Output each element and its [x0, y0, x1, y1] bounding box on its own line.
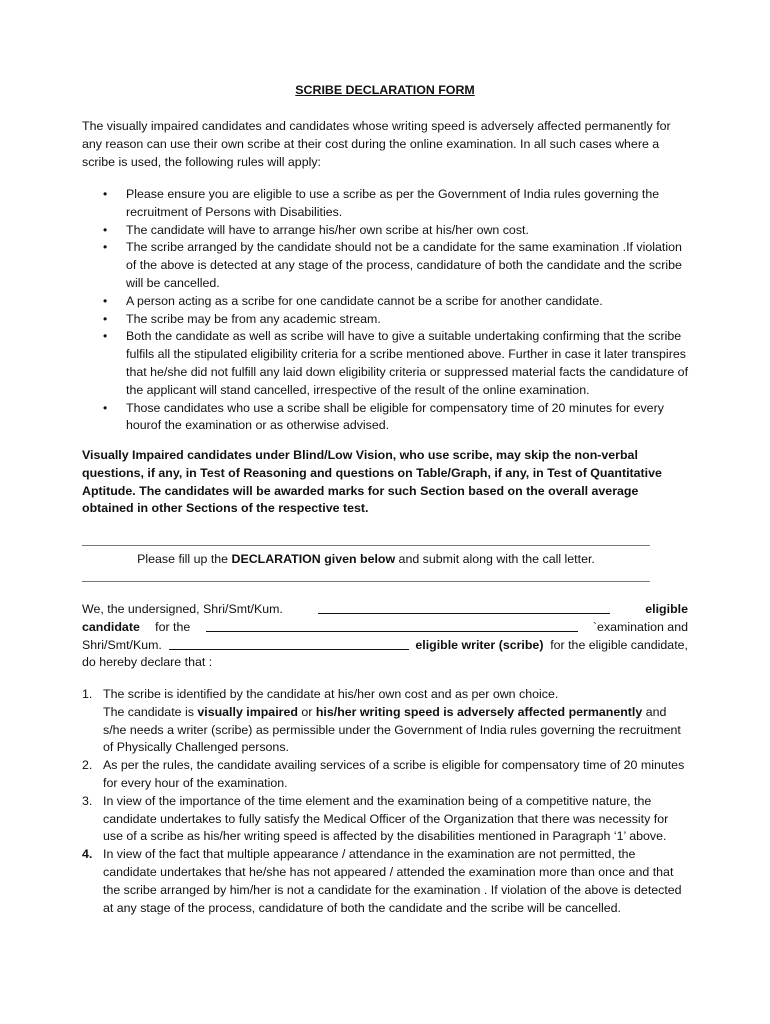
declaration-text: We, the undersigned, Shri/Smt/Kum.: [82, 602, 283, 616]
declaration-text: Shri/Smt/Kum.: [82, 637, 162, 652]
rule-item: [82, 239, 688, 292]
declaration-block: [82, 601, 688, 672]
rule-item: [82, 311, 688, 329]
fill-instruction-text: Please fill up the: [137, 552, 232, 566]
declaration-line: [82, 601, 688, 619]
rule-item: [82, 222, 688, 240]
declaration-text: for the eligible candidate,: [550, 637, 688, 652]
declaration-line: [82, 637, 688, 655]
bullet-icon: •: [103, 187, 108, 201]
examination-name-field[interactable]: [206, 619, 578, 632]
rule-text: A person acting as a scribe for one candidate cannot be a scribe for another candidate.: [126, 293, 603, 308]
rule-text: Both the candidate as well as scribe will have to give a suitable undertaking confirming that the scribe fulfils all the stipulated eligibility criteria for a scribe mentioned above. Further in case it later transpires that he/she did not fulfill any laid down eligibility criteria or suppressed material facts the candidature of the applicant will stand cancelled, irrespective of the result of the online examination.: [126, 329, 689, 397]
bullet-icon: •: [103, 400, 108, 415]
bullet-icon: •: [103, 329, 108, 344]
rule-item: [82, 328, 688, 399]
candidate-name-field[interactable]: [318, 601, 610, 614]
form-title: SCRIBE DECLARATION FORM: [295, 83, 475, 97]
declaration-text: candidate: [82, 619, 140, 634]
point-text: In view of the fact that multiple appearance / attendance in the examination are not permitted, the candidate undertakes that he/she has not appeared / attended the examination more than once and that the scribe arranged by him/her is not a candidate for the examination . If violation of the above is detected at any stage of the process, candidature of both the candidate and the scribe will be cancelled.: [103, 847, 682, 915]
declaration-text: eligible: [645, 602, 688, 616]
bullet-icon: •: [103, 240, 108, 255]
declaration-points: [82, 686, 688, 917]
declaration-point: [82, 686, 688, 757]
intro-paragraph: The visually impaired candidates and candidates whose writing speed is adversely affected permanently for any reason can use their own scribe at their cost during the online examination. In all such cases where a scribe is used, the following rules will apply:: [82, 119, 671, 169]
fill-instruction-text: and submit along with the call letter.: [395, 552, 595, 566]
declaration-text: eligible writer (scribe): [415, 637, 544, 652]
blind-low-vision-notice: Visually Impaired candidates under Blind/Low Vision, who use scribe, may skip the non-verbal questions, if any, in Test of Reasoning and questions on Table/Graph, if any, in Test of Quantitative Aptitude. The candidates will be awarded marks for such Section based on the overall average obtained in other Sections of the respective test.: [82, 448, 662, 516]
rule-item: [82, 293, 688, 311]
rule-text: Please ensure you are eligible to use a scribe as per the Government of India rules governing the recruitment of Persons with Disabilities.: [126, 187, 660, 219]
point-text-part: The candidate is: [103, 704, 198, 719]
rule-text: Those candidates who use a scribe shall be eligible for compensatory time of 20 minutes for every hourof the examination or as otherwise advised.: [126, 400, 664, 433]
point-text: As per the rules, the candidate availing services of a scribe is eligible for compensatory time of 20 minutes for every hour of the examination.: [103, 758, 685, 790]
point-text-bold: visually impaired: [197, 704, 298, 719]
point-text-bold: his/her writing speed is adversely affected permanently: [315, 704, 643, 719]
rule-item: [82, 186, 688, 222]
rule-text: The candidate will have to arrange his/her own scribe at his/her own cost.: [126, 222, 529, 237]
bullet-icon: •: [103, 311, 108, 326]
declaration-text: `examination and: [592, 619, 688, 634]
declaration-text: for the: [155, 619, 191, 634]
fill-instruction: [82, 551, 650, 569]
scribe-name-field[interactable]: [169, 637, 409, 650]
point-number: 3.: [82, 793, 93, 808]
declaration-point: [82, 793, 688, 846]
rule-item: [82, 400, 688, 436]
rules-list: [82, 186, 688, 435]
fill-instruction-bold: DECLARATION given below: [231, 552, 396, 566]
point-text: [103, 704, 688, 757]
rule-text: The scribe arranged by the candidate should not be a candidate for the same examination .If violation of the above is detected at any stage of the process, candidature of both the candidate and the scribe will be cancelled.: [126, 240, 682, 290]
rule-text: The scribe may be from any academic stream.: [126, 311, 381, 326]
point-number: 4.: [82, 847, 93, 862]
declaration-line: [82, 619, 688, 637]
declaration-point: [82, 757, 688, 793]
divider-line: [82, 545, 650, 546]
point-number: 2.: [82, 758, 93, 773]
point-text: The scribe is identified by the candidate at his/her own cost and as per own choice.: [103, 687, 559, 701]
point-text-part: or: [297, 704, 316, 719]
point-text: In view of the importance of the time element and the examination being of a competitive nature, the candidate undertakes to fully satisfy the Medical Officer of the Organization that there was necessity for use of a scribe as his/her writing speed is affected by the disabilities mentioned in Paragraph ‘1’ above.: [103, 793, 669, 844]
bullet-icon: •: [103, 293, 108, 308]
declaration-line: do hereby declare that :: [82, 655, 213, 670]
divider-line: [82, 581, 650, 582]
bullet-icon: •: [103, 222, 108, 237]
point-text-part: and s/he needs a writer (scribe) as permissible under the Government of India rules governing the recruitment of Physically Challenged persons.: [103, 704, 681, 755]
point-number: 1.: [82, 687, 93, 701]
declaration-point: [82, 846, 688, 917]
